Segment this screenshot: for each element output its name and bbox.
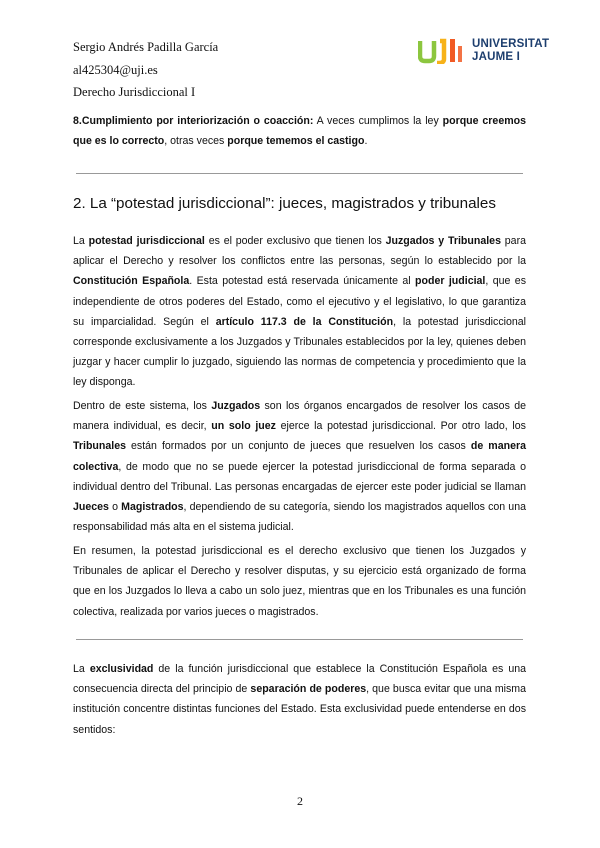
divider-line: [76, 639, 523, 640]
section-heading: 2. La “potestad jurisdiccional”: jueces, magistrados y tribunales: [73, 195, 496, 212]
logo-line2: JAUME I: [472, 50, 521, 63]
item-label: 8.Cumplimiento por interiorización o coacción:: [73, 115, 314, 127]
author-email: al425304@uji.es: [73, 62, 158, 77]
uji-logo-mark-icon: [418, 38, 468, 64]
paragraph-potestad: La potestad jurisdiccional es el poder exclusivo que tienen los Juzgados y Tribunales para aplicar el Derecho y resolver los conflictos entre las personas, según lo establecido por la Constitución Española. Esta potestad está reservada únicamente al poder judicial, que es independiente de otros poderes del Estado, como el ejecutivo y el legislativo, lo que garantiza su imparcialidad. Según el artículo 117.3 de la Constitución, la potestad jurisdiccional corresponde exclusivamente a los Juzgados y Tribunales establecidos por la ley, quienes deben juzgar y hacer cumplir lo juzgado, siguiendo las normas de competencia y procedimiento que la ley disponga.: [73, 235, 527, 389]
paragraph-resumen: En resumen, la potestad jurisdiccional es el derecho exclusivo que tienen los Juzgados y Tribunales de aplicar el Derecho y resolver disputas, y su ejercicio está organizado de forma que en los Juzgados lo lleva a cabo un solo juez, mientras que en los Tribunales es una función colectiva, realizada por varios jueces o magistrados.: [73, 545, 526, 618]
course-name: Derecho Jurisdiccional I: [73, 85, 196, 99]
paragraph-cumplimiento: 8.Cumplimiento por interiorización o coacción: A veces cumplimos la ley porque creemos que es lo correcto, otras veces porque tememos el castigo.: [73, 115, 526, 148]
uji-logo: [418, 36, 568, 66]
paragraph-exclusividad: La exclusividad de la función jurisdiccional que establece la Constitución Española es una consecuencia directa del principio de separación de poderes, que busca evitar que una misma institución concentre distintas funciones del Estado. Esta exclusividad puede entenderse en dos sentidos:: [73, 663, 527, 736]
logo-wordmark: [472, 38, 549, 63]
author-name: Sergio Andrés Padilla García: [73, 40, 219, 54]
page-header: [73, 36, 218, 104]
logo-line1: UNIVERSITAT: [472, 38, 550, 50]
paragraph-juzgados: Dentro de este sistema, los Juzgados son los órganos encargados de resolver los casos de manera individual, es decir, un solo juez ejerce la potestad jurisdiccional. Por otro lado, los Tribunales están formados por un conjunto de jueces que resuelven los casos de manera colectiva, de modo que no se puede ejercer la potestad jurisdiccional de forma separada o individual dentro del Tribunal. Las personas encargadas de ejercer este poder judicial se llaman Jueces o Magistrados, dependiendo de su categoría, siendo los magistrados aquellos con una responsabilidad más alta en el sistema judicial.: [73, 400, 526, 534]
divider-line: [76, 173, 523, 174]
page-number: 2: [297, 794, 303, 808]
